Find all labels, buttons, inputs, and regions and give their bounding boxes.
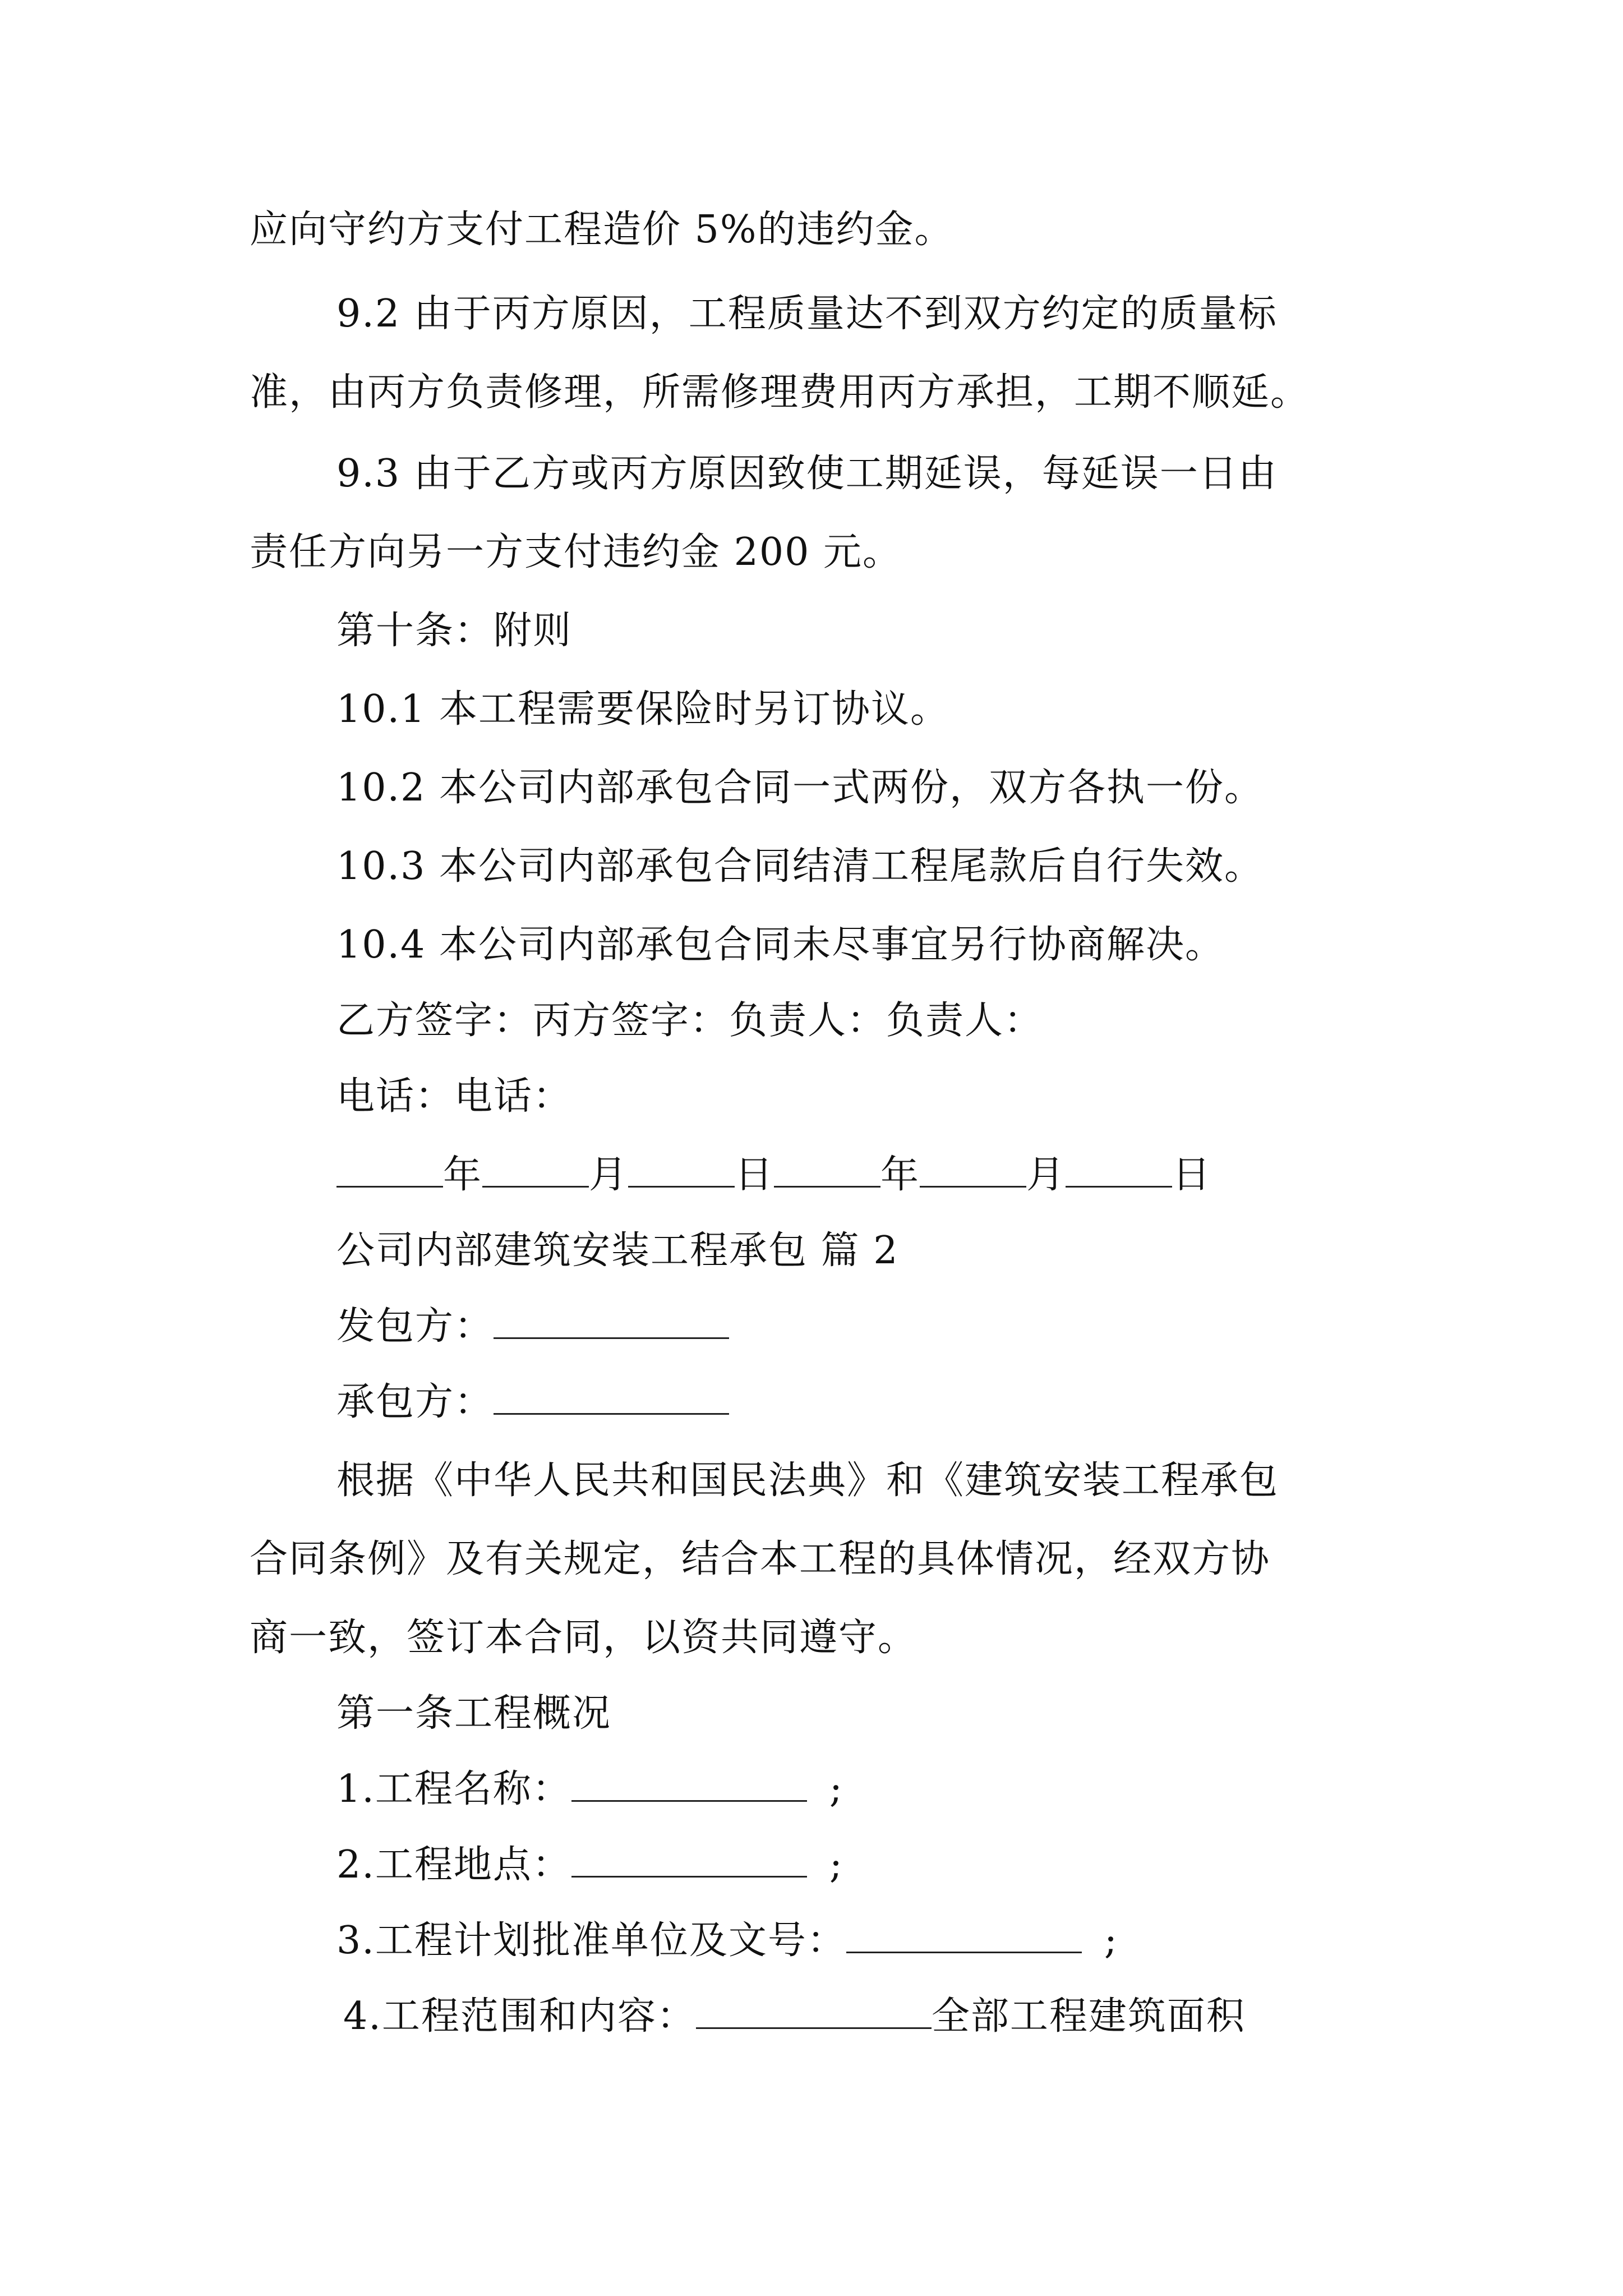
employer-blank [494, 1304, 729, 1339]
text-line-2: 9.2 由于丙方原因，工程质量达不到双方约定的质量标 [336, 292, 1278, 336]
signature-line: 乙方签字：丙方签字：负责人：负责人： [336, 999, 1044, 1043]
scope-label: 4.工程范围和内容： [343, 1994, 696, 2039]
text-line-17: 根据《中华人民共和国民法典》和《建筑安装工程承包 [336, 1458, 1279, 1503]
text-line-18: 合同条例》及有关规定，结合本工程的具体情况，经双方协 [250, 1537, 1271, 1581]
phone-line: 电话：电话： [336, 1074, 573, 1119]
approval-unit-semicolon: ; [1104, 1918, 1118, 1963]
year-label-2: 年 [880, 1153, 920, 1197]
contractor-label: 承包方： [336, 1380, 494, 1424]
contractor-line [336, 1374, 1475, 1430]
text-line-19: 商一致，签订本合同，以资共同遵守。 [250, 1616, 917, 1660]
project-location-blank [571, 1842, 807, 1878]
text-line-10: 10.4 本公司内部承包合同未尽事宜另行协商解决。 [336, 923, 1225, 967]
contractor-blank [494, 1379, 729, 1415]
text-line-8: 10.2 本公司内部承包合同一式两份，双方各执一份。 [336, 766, 1264, 810]
scope-line [343, 1989, 1482, 2045]
employer-label: 发包方： [336, 1304, 494, 1349]
month-label-1: 月 [589, 1153, 629, 1197]
day-blank-1 [628, 1152, 735, 1188]
project-location-label: 2.工程地点： [336, 1843, 571, 1887]
year-label-1: 年 [443, 1153, 483, 1197]
year-blank-1 [336, 1152, 443, 1188]
month-blank-2 [920, 1152, 1026, 1188]
project-name-line [336, 1761, 1475, 1818]
section-heading-article-1: 第一条工程概况 [336, 1691, 612, 1736]
text-line-3: 准，由丙方负责修理，所需修理费用丙方承担，工期不顺延。 [250, 370, 1310, 415]
year-blank-2 [774, 1152, 880, 1188]
approval-unit-label: 3.工程计划批准单位及文号： [336, 1918, 846, 1963]
project-location-semicolon: ; [829, 1843, 843, 1887]
month-label-2: 月 [1026, 1153, 1066, 1197]
project-name-semicolon: ; [829, 1767, 843, 1811]
day-label-2: 日 [1172, 1153, 1212, 1197]
project-name-blank [571, 1766, 807, 1802]
text-line-7: 10.1 本工程需要保险时另订协议。 [336, 687, 950, 731]
section-title-part-2: 公司内部建筑安装工程承包 篇 2 [336, 1228, 899, 1273]
day-label-1: 日 [735, 1153, 774, 1197]
text-line-4: 9.3 由于乙方或丙方原因致使工期延误，每延误一日由 [336, 452, 1278, 496]
scope-blank [696, 1994, 932, 2029]
approval-unit-line [336, 1913, 1475, 1969]
text-line-9: 10.3 本公司内部承包合同结清工程尾款后自行失效。 [336, 844, 1264, 889]
day-blank-2 [1066, 1152, 1172, 1188]
project-name-label: 1.工程名称： [336, 1767, 571, 1811]
approval-unit-blank [846, 1918, 1082, 1953]
project-location-line [336, 1837, 1475, 1893]
employer-line [336, 1299, 1475, 1355]
date-row [336, 1147, 1475, 1203]
scope-area-text: 全部工程建筑面积 [931, 1994, 1246, 2039]
section-heading-article-10: 第十条：附则 [336, 609, 573, 653]
text-line-5: 责任方向另一方支付违约金 200 元。 [250, 530, 902, 574]
month-blank-1 [482, 1152, 589, 1188]
text-line-1: 应向守约方支付工程造价 5%的违约金。 [250, 208, 954, 252]
